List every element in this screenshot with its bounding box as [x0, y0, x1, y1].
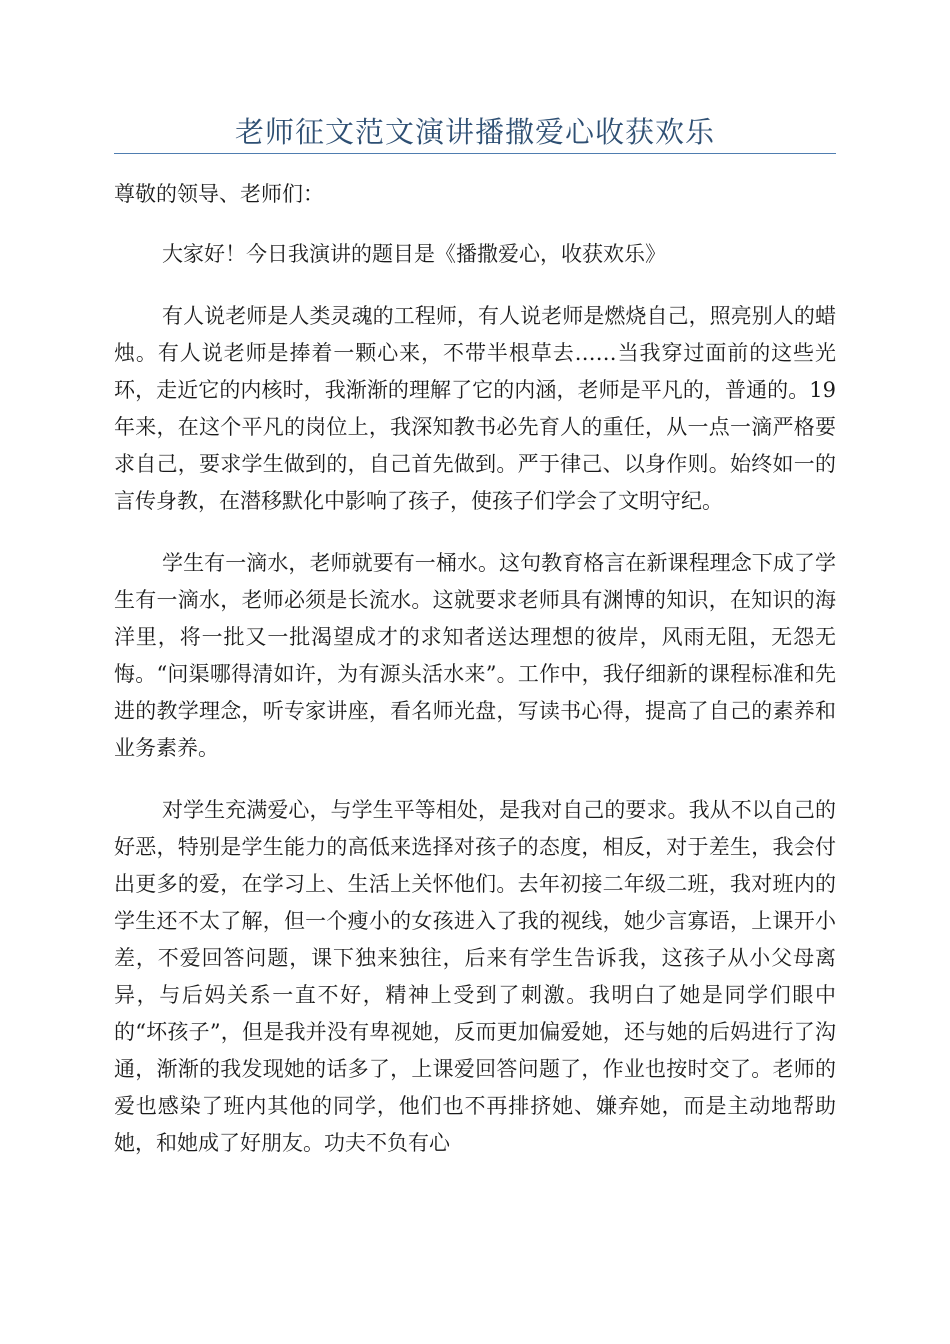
paragraph-greeting: 大家好！今日我演讲的题目是《播撒爱心，收获欢乐》	[162, 242, 666, 266]
document-title: 老师征文范文演讲播撒爱心收获欢乐	[234, 115, 715, 149]
title-underline	[114, 153, 836, 154]
document-body	[114, 176, 836, 1187]
salutation: 尊敬的领导、老师们：	[114, 182, 324, 206]
paragraph-teacher-role: 有人说老师是人类灵魂的工程师，有人说老师是燃烧自己，照亮别人的蜡烛。有人说老师是捧着一颗心来，不带半根草去……当我穿过面前的这些光环，走近它的内核时，我渐渐的理解了它的内涵，老师是平凡的，普通的。19年来，在这个平凡的岗位上，我深知教书必先育人的重任，从一点一滴严格要求自己，要求学生做到的，自己首先做到。严于律己、以身作则。始终如一的言传身教，在潜移默化中影响了孩子，使孩子们学会了文明守纪。	[114, 304, 836, 513]
paragraph-knowledge: 学生有一滴水，老师就要有一桶水。这句教育格言在新课程理念下成了学生有一滴水，老师必须是长流水。这就要求老师具有渊博的知识，在知识的海洋里，将一批又一批渴望成才的求知者送达理想的彼岸，风雨无阻，无怨无悔。“问渠哪得清如许，为有源头活水来”。工作中，我仔细新的课程标准和先进的教学理念，听专家讲座，看名师光盘，写读书心得，提高了自己的素养和业务素养。	[114, 551, 836, 760]
paragraph-caring-students: 对学生充满爱心，与学生平等相处，是我对自己的要求。我从不以自己的好恶，特别是学生能力的高低来选择对孩子的态度，相反，对于差生，我会付出更多的爱，在学习上、生活上关怀他们。去年初接二年级二班，我对班内的学生还不太了解，但一个瘦小的女孩进入了我的视线，她少言寡语，上课开小差，不爱回答问题，课下独来独往，后来有学生告诉我，这孩子从小父母离异，与后妈关系一直不好，精神上受到了刺激。我明白了她是同学们眼中的“坏孩子”，但是我并没有卑视她，反而更加偏爱她，还与她的后妈进行了沟通，渐渐的我发现她的话多了，上课爱回答问题了，作业也按时交了。老师的爱也感染了班内其他的同学，他们也不再排挤她、嫌弃她，而是主动地帮助她，和她成了好朋友。功夫不负有心	[114, 798, 836, 1155]
